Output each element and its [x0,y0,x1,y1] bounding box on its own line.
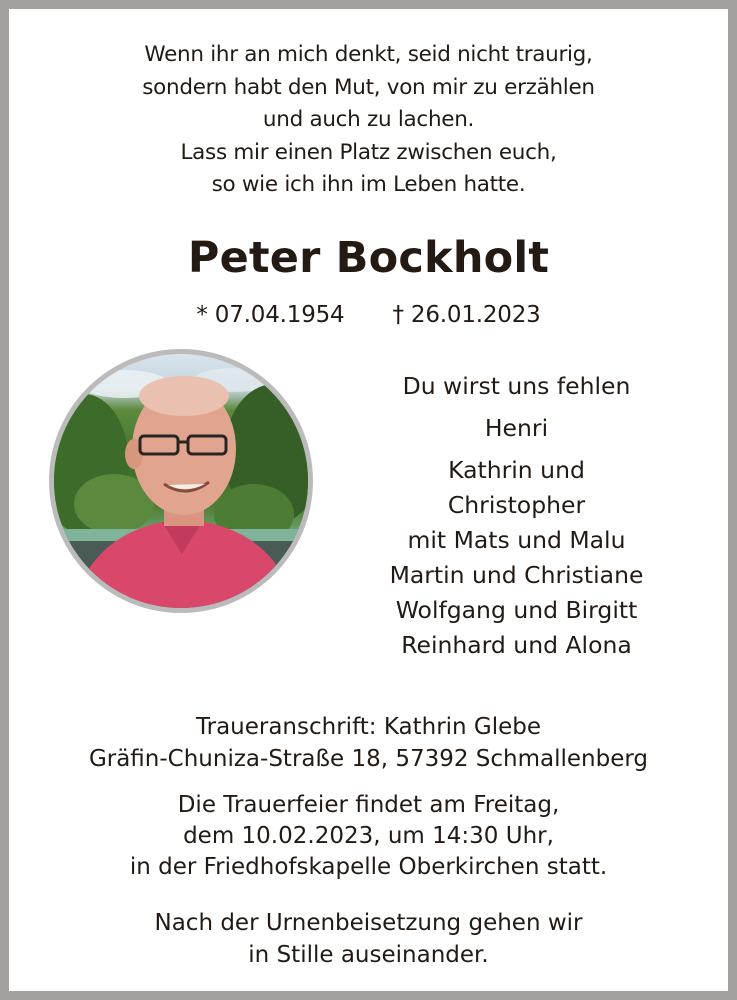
address-line: Gräfin-Chuniza-Straße 18, 57392 Schmallenberg [88,746,649,772]
poem [9,39,728,202]
birth-date: * 07.04.1954 [196,302,345,328]
family-intro: Du wirst uns fehlen [402,372,631,400]
family-member: Reinhard und Alona [401,631,632,659]
obituary-card [9,9,728,991]
ceremony-info [9,790,728,883]
poem-line: sondern habt den Mut, von mir zu erzählen [142,74,595,100]
deceased-name: Peter Bockholt [187,233,550,283]
family-member: Christopher [447,491,586,519]
portrait-image [54,354,308,608]
poem-line: so wie ich ihn im Leben hatte. [211,172,526,197]
portrait-illustration-icon [54,354,308,608]
death-date: † 26.01.2023 [392,302,541,328]
family-member: Martin und Christiane [389,561,644,589]
ceremony-line: Die Trauerfeier findet am Freitag, [177,792,560,818]
life-dates [9,302,728,328]
address-line: Traueranschrift: Kathrin Glebe [195,714,542,740]
ceremony-line: dem 10.02.2023, um 14:30 Uhr, [183,823,554,849]
family-member: Wolfgang und Birgitt [395,596,638,624]
family-member: Henri [484,414,549,442]
poem-line: Lass mir einen Platz zwischen euch, [180,139,557,165]
portrait-photo [49,349,313,613]
family-member: Kathrin und [448,456,585,484]
closing-line: in Stille auseinander. [248,942,489,968]
closing-note [9,907,728,971]
mourning-address [9,711,728,775]
poem-line: Wenn ihr an mich denkt, seid nicht traurig, [144,42,593,67]
poem-line: und auch zu lachen. [262,107,475,132]
closing-line: Nach der Urnenbeisetzung gehen wir [154,910,583,936]
ceremony-line: in der Friedhofskapelle Oberkirchen statt. [129,854,608,880]
family-member: mit Mats und Malu [407,526,626,554]
family-list [364,369,669,663]
